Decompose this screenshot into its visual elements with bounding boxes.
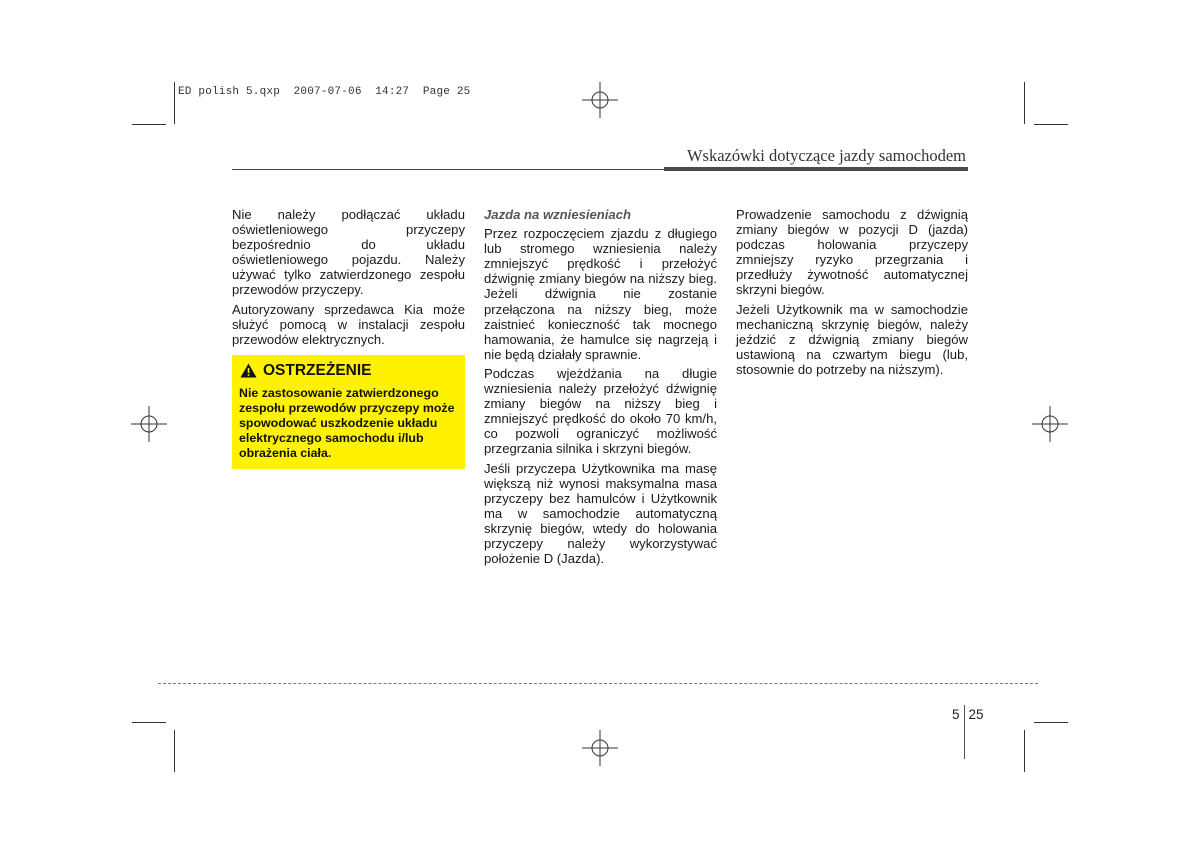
page-number-separator xyxy=(964,705,965,759)
header-rule xyxy=(232,169,672,170)
crop-mark xyxy=(174,82,175,124)
page-header-title: Wskazówki dotyczące jazdy samochodem xyxy=(686,146,966,165)
crop-mark xyxy=(132,722,166,723)
warning-heading xyxy=(239,362,458,380)
registration-mark-icon xyxy=(582,730,618,766)
crop-mark xyxy=(132,124,166,125)
header-rule-accent xyxy=(664,167,968,171)
crop-mark xyxy=(1024,730,1025,772)
registration-mark-icon xyxy=(582,82,618,118)
crop-mark xyxy=(1034,124,1068,125)
crop-mark xyxy=(1024,82,1025,124)
warning-title: OSTRZEŻENIE xyxy=(263,361,372,379)
page-number-value: 25 xyxy=(968,706,984,722)
paragraph: Nie należy podłączać układu oświetleniowego przyczepy bezpośrednio do układu oświetleniowego pojazdu. Należy używać tylko zatwierdzonego zespołu przewodów przyczepy. xyxy=(232,207,465,298)
warning-triangle-icon xyxy=(240,363,257,378)
paragraph: Jeśli przyczepa Użytkownika ma masę większą niż wynosi maksymalna masa przyczepy bez hamulców i Użytkownik ma w samochodzie automatyczną skrzynię biegów, wtedy do holowania przyczepy należy wykorzystywać położenie D (Jazda). xyxy=(484,460,717,567)
column-right xyxy=(736,207,968,381)
section-subheading: Jazda na wzniesieniach xyxy=(484,207,631,222)
registration-mark-icon xyxy=(131,406,167,442)
column-middle xyxy=(484,207,717,570)
section-number: 5 xyxy=(952,706,960,722)
print-slug: ED polish 5.qxp 2007-07-06 14:27 Page 25 xyxy=(178,86,471,98)
paragraph: Jeżeli Użytkownik ma w samochodzie mechaniczną skrzynię biegów, należy jeździć z dźwignią zmiany biegów ustawioną na czwartym biegu (lub, stosownie do potrzeby na niższym). xyxy=(736,301,968,377)
crop-mark xyxy=(1034,722,1068,723)
paragraph: Autoryzowany sprzedawca Kia może służyć pomocą w instalacji zespołu przewodów elektrycznych. xyxy=(232,301,465,347)
page-number xyxy=(952,687,984,741)
paragraph: Prowadzenie samochodu z dźwignią zmiany biegów w pozycji D (jazda) podczas holowania przyczepy zmniejszy ryzyko przegrzania i przedłuży żywotność automatycznej skrzyni biegów. xyxy=(736,207,968,298)
warning-box xyxy=(232,355,465,469)
paragraph: Podczas wjeżdżania na długie wzniesienia należy przełożyć dźwignię zmiany biegów na niższy bieg i zmniejszyć prędkość do około 70 km/h, co pozwoli ograniczyć możliwość przegrzania silnika i skrzyni biegów. xyxy=(484,365,717,457)
registration-mark-icon xyxy=(1032,406,1068,442)
paragraph: Przez rozpoczęciem zjazdu z długiego lub stromego wzniesienia należy zmniejszyć prędkość i przełożyć dźwignię zmiany biegów na niższy bieg. Jeżeli dźwignia nie zostanie przełączona na niższy bieg, może zaistnieć konieczność tak mocnego hamowania, że hamulce się nagrzeją i nie będą działały sprawnie. xyxy=(484,226,717,362)
column-left xyxy=(232,207,465,469)
crop-mark xyxy=(174,730,175,772)
warning-text: Nie zastosowanie zatwierdzonego zespołu przewodów przyczepy może spowodować uszkodzenie układu elektrycznego samochodu i/lub obrażenia ciała. xyxy=(239,385,455,461)
footer-divider xyxy=(158,683,1038,684)
